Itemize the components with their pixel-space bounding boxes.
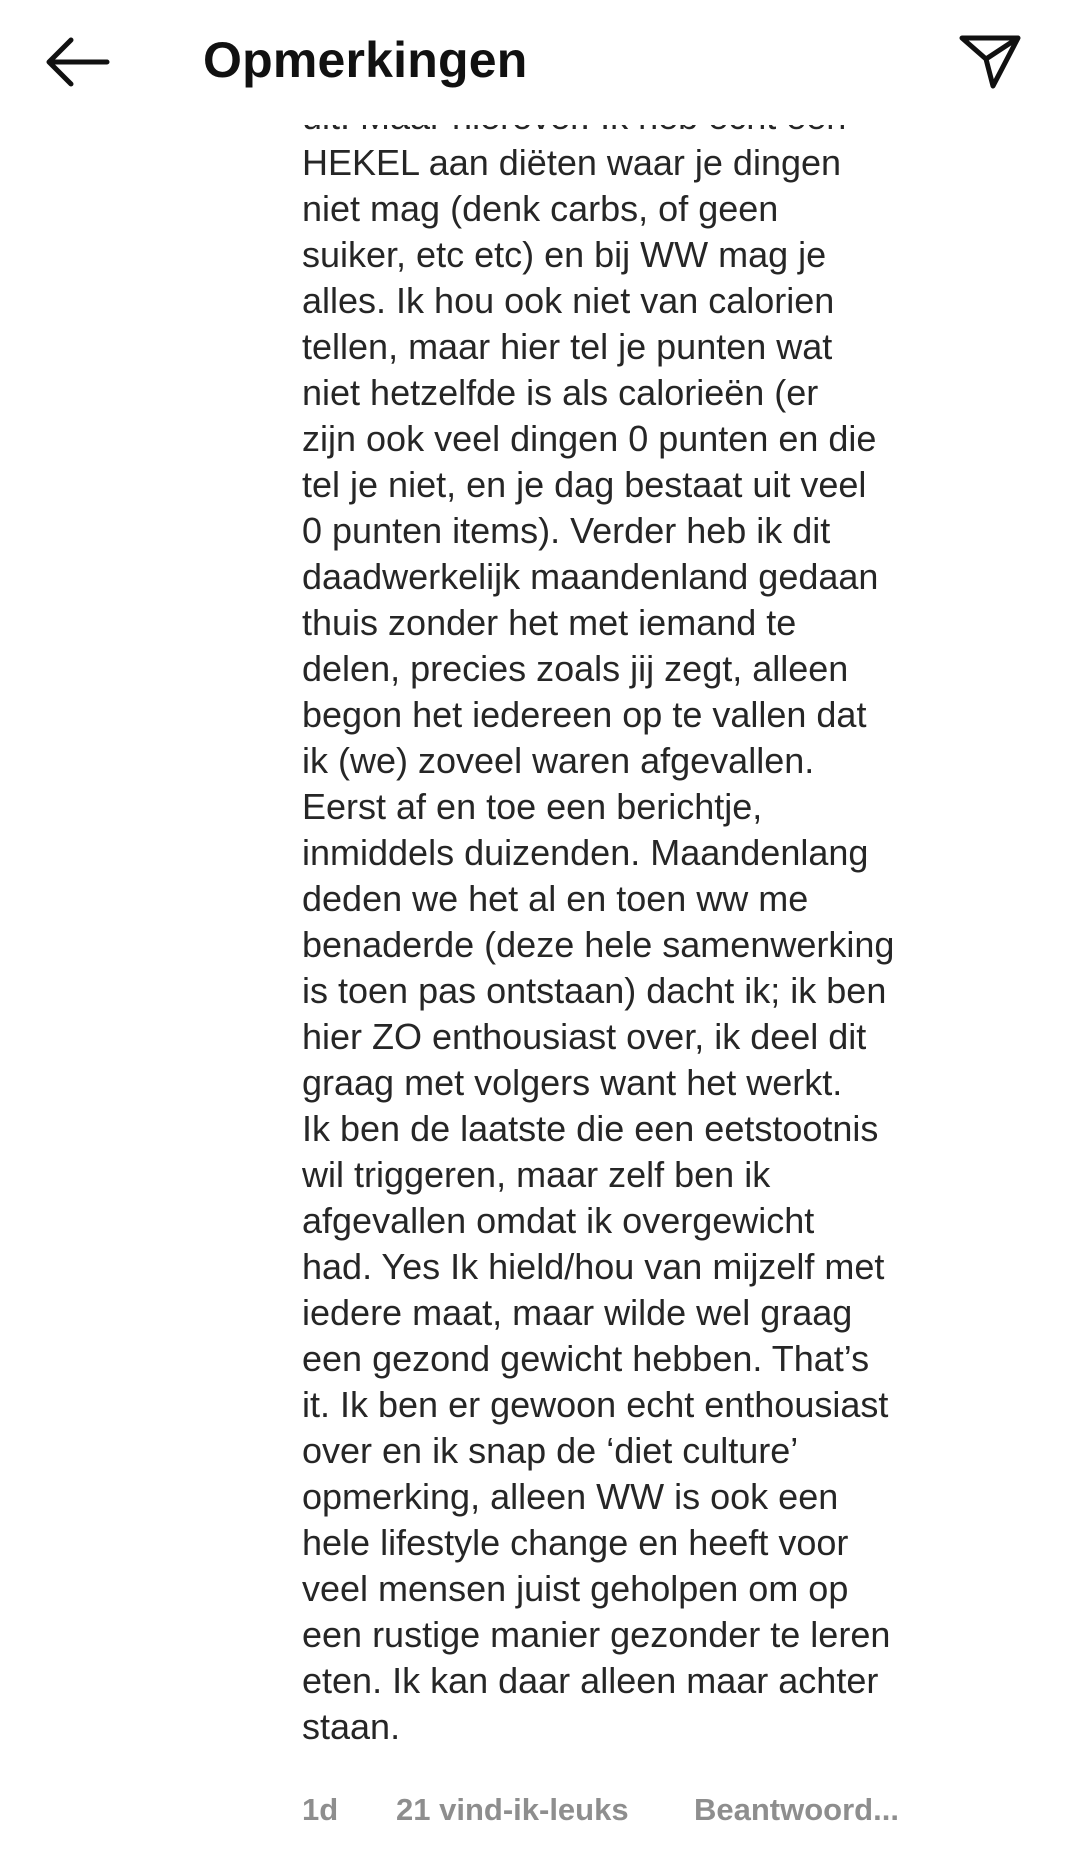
comment-line: 0 punten items). Verder heb ik dit — [302, 510, 831, 551]
comment-line: it. Ik ben er gewoon echt enthousiast — [302, 1384, 889, 1425]
comment-footer — [302, 1786, 899, 1834]
comment-timestamp: 1d — [302, 1792, 339, 1827]
comment-line: suiker, etc etc) en bij WW mag je — [302, 234, 827, 275]
comment-line: over en ik snap de ‘diet culture’ — [302, 1430, 799, 1471]
comment-line: hier ZO enthousiast over, ik deel dit — [302, 1016, 867, 1057]
comment-line: eten. Ik kan daar alleen maar achter — [302, 1660, 879, 1701]
comment-line: ik (we) zoveel waren afgevallen. — [302, 740, 815, 781]
comment-line: graag met volgers want het werkt. — [302, 1062, 843, 1103]
comment-line: niet mag (denk carbs, of geen — [302, 188, 779, 229]
comment-body — [302, 118, 962, 1768]
page-title: Opmerkingen — [203, 32, 528, 88]
comment-line: een rustige manier gezonder te leren — [302, 1614, 891, 1655]
reply-button[interactable]: Beantwoord... — [694, 1792, 899, 1827]
comment-line: niet hetzelfde is als calorieën (er — [302, 372, 819, 413]
comment-line: deden we het al en toen ww me — [302, 878, 809, 919]
comment-line: tel je niet, en je dag bestaat uit veel — [302, 464, 867, 505]
arrow-left-icon — [45, 37, 111, 87]
comment-line: HEKEL aan diëten waar je dingen — [302, 142, 842, 183]
comment-line: Eerst af en toe een berichtje, — [302, 786, 763, 827]
comment-line: thuis zonder het met iemand te — [302, 602, 797, 643]
comment-line: daadwerkelijk maandenland gedaan — [302, 556, 879, 597]
comment-line: iedere maat, maar wilde wel graag — [302, 1292, 853, 1333]
comment-line: hele lifestyle change en heeft voor — [302, 1522, 849, 1563]
comment-text — [302, 94, 894, 1750]
comment-line: afgevallen omdat ik overgewicht — [302, 1200, 815, 1241]
comment-line: zijn ook veel dingen 0 punten en die — [302, 418, 877, 459]
likes-count-link[interactable]: 21 vind-ik-leuks — [396, 1792, 629, 1827]
comment-line: benaderde (deze hele samenwerking — [302, 924, 895, 965]
comment-line: tellen, maar hier tel je punten wat — [302, 326, 833, 367]
comment-line: alles. Ik hou ook niet van calorien — [302, 280, 835, 321]
comment-line: begon het iedereen op te vallen dat — [302, 694, 867, 735]
comment-line: inmiddels duizenden. Maandenlang — [302, 832, 869, 873]
comment-line: staan. — [302, 1706, 401, 1747]
paper-plane-icon — [958, 33, 1022, 91]
back-button[interactable] — [38, 22, 118, 102]
comment-line: veel mensen juist geholpen om op — [302, 1568, 849, 1609]
share-button[interactable] — [948, 20, 1032, 104]
comment-line: Ik ben de laatste die een eetstootnis — [302, 1108, 879, 1149]
comment-line: een gezond gewicht hebben. That’s — [302, 1338, 870, 1379]
comment-line: had. Yes Ik hield/hou van mijzelf met — [302, 1246, 885, 1287]
comment-line: wil triggeren, maar zelf ben ik — [302, 1154, 771, 1195]
header-bar — [0, 0, 1080, 125]
comment-line: delen, precies zoals jij zegt, alleen — [302, 648, 849, 689]
comment-line: is toen pas ontstaan) dacht ik; ik ben — [302, 970, 887, 1011]
comment-line: opmerking, alleen WW is ook een — [302, 1476, 839, 1517]
